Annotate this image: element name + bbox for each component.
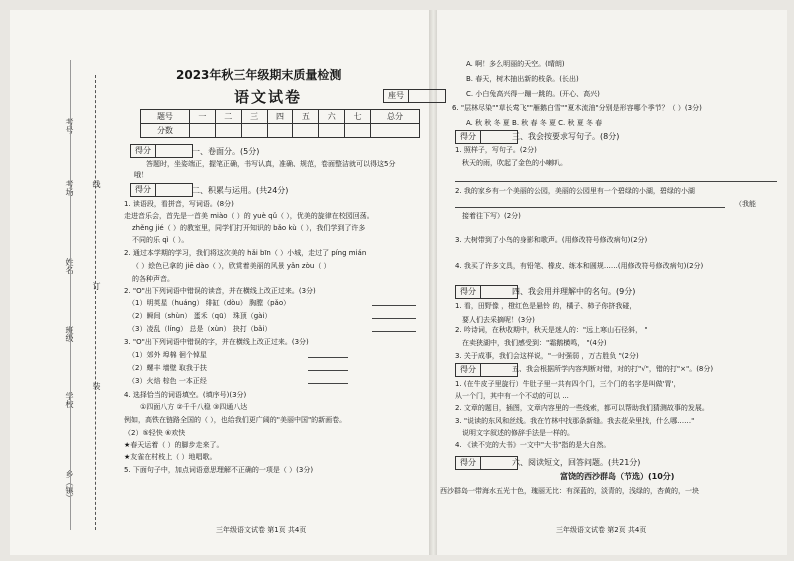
binding-rule [70,60,72,530]
question-text: 接着往下写）(2分) [462,212,521,220]
question-text: 要人们去采摘呢！(3分) [462,316,535,324]
score-table-cell: 总分 [371,110,420,124]
score-field[interactable] [345,124,371,138]
question-text: 3. "说读的东风和丝线。我在竹林中找那条新缝。我去花朵里找，什么哪……" [455,417,695,425]
section-heading: 二、积累与运用。(共24分) [192,186,289,195]
score-field[interactable] [267,124,293,138]
question-text: 4. 我买了许多文具，有铅笔、橡皮、练本和圆规……(用修改符号修改病句)(2分) [455,262,704,270]
score-field[interactable] [189,124,215,138]
score-table [140,109,420,138]
score-box-field[interactable] [156,145,192,157]
question-text: zhěng jié（ ）的教室里，同学们打开知识的 bǎo kù（ ），我们学到了许多 [132,224,366,232]
score-table-cell: 一 [189,110,215,124]
question-text: （2）⑤轻快 ⑥欢快 [124,429,186,437]
question-text: 1. 看，田野像 ，橙红色是悬铃 的，橘子、柿子你挤我碰， [455,302,637,310]
section-score-box [455,456,518,470]
section-score-box [455,363,518,377]
question-text: （3）凌乱（líng） 总是（xùn） 抉打（bǎi） [128,325,272,333]
binding-label-school: 学校 [65,392,74,408]
question-text: （我能 [735,200,756,208]
score-field[interactable] [293,124,319,138]
score-box-field[interactable] [156,184,192,196]
question-text: （1）郊外 埠棉 徊个悼星 [128,351,207,359]
score-box-label: 得分 [131,184,156,196]
answer-blank[interactable] [372,331,416,332]
section-heading: 一、卷面分。(5分) [192,147,260,156]
question-text: ★友雀在村枝上（ ）地唱歌。 [124,453,217,461]
section-score-box [130,183,193,197]
question-text: （2）螺丰 墙壁 取我于扶 [128,364,207,372]
binding-sep-pack: 装 [92,382,101,390]
exam-subtitle: 语文试卷 [234,88,303,106]
score-table-cell: 题号 [141,110,190,124]
answer-blank[interactable] [308,357,348,358]
question-text: 4. 选择恰当的词语填空。(填序号)(3分) [124,391,247,399]
reading-text: 西沙群岛一带海水五光十色，瑰丽无比：有深蓝的，淡青的，浅绿的，杏黄的，一块 [440,487,699,495]
question-text: 走进音乐会，首先是一首美 miào（ ）的 yuè qǔ（ ），优美的旋律在校园回荡。 [124,212,374,220]
answer-line[interactable] [455,207,725,208]
question-text: 3. 关于成事，我们会这样说，"一时强弱 ，万古胜负 "(2分) [455,352,639,360]
score-box-label: 得分 [131,145,156,157]
score-table-header-row [141,110,420,124]
question-text: （3）火焙 棕色 一本正经 [128,377,207,385]
binding-sep-bind: 订 [92,282,101,290]
question-text: （2）瞬间（shùn） 蛋禾（qū） 珠顶（gài） [128,312,272,320]
score-table-label: 分数 [141,124,190,138]
section-score-box [455,130,518,144]
answer-blank[interactable] [308,383,348,384]
page-footer-left: 三年级语文试卷 第1页 共4页 [216,526,307,534]
score-table-cell: 二 [215,110,241,124]
answer-blank[interactable] [372,318,416,319]
question-text: 2. 文章的题目，插图，文章内容里的一些线索，都可以帮助我们猜测故事的发展。 [455,404,709,412]
score-table-cell: 七 [345,110,371,124]
question-text: 1. (在牛皮子里旋行）牛肚子里一共有四个门，三个门的名字是叫做'胃'， [455,380,681,388]
score-box-label: 得分 [456,457,481,469]
question-text: 2. "O"出下列词语中错误的读音，并在横线上改正过来。(3分) [124,287,316,295]
question-text: 6. "层林尽染""草长莺飞""雁鹅白雪""夏木流油"分别是形容哪个季节？（ ）(3分) [452,104,702,112]
question-text: 1. 照样子，写句子。(2分) [455,146,537,154]
score-field[interactable] [371,124,420,138]
page-footer-right: 三年级语文试卷 第2页 共4页 [556,526,647,534]
question-text: 5. 下面句子中，加点词语意思理解不正确的一项是（ ）(3分) [124,466,314,474]
section-heading: 三、我会按要求写句子。(8分) [512,132,620,141]
score-field[interactable] [215,124,241,138]
question-text: 不同的乐 qì（ ）。 [132,236,189,244]
binding-sep-line: 线 [92,180,101,188]
question-text: 说明文字叙述的修辞手法是一样的。 [462,429,574,437]
question-text: C. 小白兔高兴得一蹦一跳的。(开心、高兴) [466,90,600,98]
reading-title: 富饶的西沙群岛（节选）(10分) [560,472,675,481]
score-field[interactable] [319,124,345,138]
section-heading: 五、我会根据所学内容判断对错，对的打"√"，错的打"×"。(8分) [512,365,714,373]
question-text: （1）明英星（huáng） 绯缸（dòu） 胸膛（pǎo） [128,299,291,307]
score-table-cell: 四 [267,110,293,124]
score-table-score-row [141,124,420,138]
question-text: ★春天运着（ ）的脚步走来了。 [124,441,224,449]
question-text: 例如，高铁在链路全国的（ ），也给我们更广阔的"美丽中国"的新画卷。 [124,416,347,424]
binding-label-class: 班级 [65,326,74,342]
question-text: 2. 通过本学期的学习，我们将这次美的 hǎi bīn（ ）小城，走过了 píng mián [124,249,367,257]
question-text: 4. 《读不完的大书》一文中"大书"指的是大自然。 [455,441,611,449]
score-box-label: 得分 [456,131,481,143]
score-table-cell: 六 [319,110,345,124]
question-text: 秋天的雨，吹起了金色的小喇叭。 [462,159,567,167]
answer-blank[interactable] [372,305,416,306]
seat-number-field[interactable] [409,90,445,102]
question-text: 在卖狭湖中，我们感受到："霜鹅横鸣， "(4分) [462,339,607,347]
score-box-label: 得分 [456,286,481,298]
score-table-cell: 三 [241,110,267,124]
answer-line[interactable] [455,181,777,182]
binding-label-town: 乡（镇） [65,470,74,502]
question-text: 2. 我的家乡有一个美丽的公园，美丽的公园里有一个碧绿的小湖，碧绿的小湖 [455,187,695,195]
question-text: B. 春天，树木抽出新的枝条。(长出) [466,75,579,83]
score-table-cell: 五 [293,110,319,124]
question-text: （ ）絵色已拿的 jiē dào（ ），欣赏着美丽的风景 yǎn zòu（ ） [132,262,331,270]
instruction-text: 哦！ [134,171,148,179]
score-box-label: 得分 [456,364,481,376]
seat-number-label: 座号 [384,90,409,102]
section-heading: 六、阅读短文，回答问题。(共21分) [512,458,641,467]
question-text: A. 秋 秋 冬 夏 B. 秋 春 冬 夏 C. 秋 夏 冬 春 [466,119,603,127]
section-score-box [455,285,518,299]
instruction-text: 答题时，坐姿端正，握笔正确，书写认真，准确、规范，卷面整洁就可以得这5分 [146,160,396,168]
answer-blank[interactable] [308,370,348,371]
question-text: 的各种声音。 [132,275,174,283]
binding-label-exam-no: 考号 [65,118,74,134]
question-text: 1. 读语段，看拼音，写词语。(8分) [124,200,234,208]
binding-label-name: 姓名 [65,258,74,274]
section-heading: 四、我会用并理解中的名句。(9分) [512,287,636,296]
question-text: 3. "O"出下列词语中错误的字，并在横线上改正过来。(3分) [124,338,309,346]
binding-dashed-line [95,75,96,530]
question-text: 2. 吟诗词，在秋收期中，秋天是迷人的："远上寒山石径斜， " [455,326,648,334]
seat-number-box [383,89,446,103]
question-text: 3. 大树带到了小鸟的身影和歌声。(用修改符号修改病句)(2分) [455,236,648,244]
question-text: A. 啊！多么明丽的天空。(晴朗) [466,60,565,68]
question-text: ①四面八方 ②千千八稳 ③四通八达 [140,403,248,411]
score-field[interactable] [241,124,267,138]
exam-title: 2023年秋三年级期末质量检测 [176,68,342,82]
binding-label-room: 考场 [65,180,74,196]
question-text: 从一个门，其中有一个不动的可以 ... [455,392,569,400]
section-score-box [130,144,193,158]
